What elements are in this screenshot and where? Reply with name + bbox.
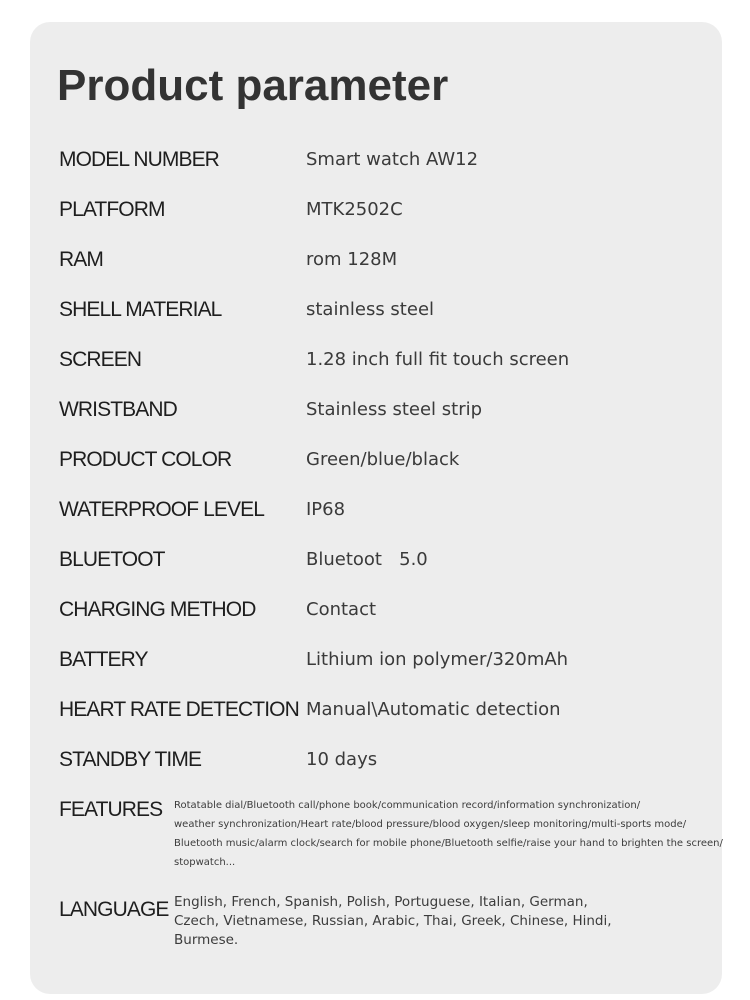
param-row-shell-material (59, 295, 709, 325)
features-line: Rotatable dial/Bluetooth call/phone book/communication record/information synchronization/ (174, 800, 641, 811)
param-label: CHARGING METHOD (59, 598, 256, 621)
param-row-standby-time (59, 745, 709, 775)
param-row-product-color (59, 445, 709, 475)
param-value: Lithium ion polymer/320mAh (306, 649, 569, 670)
param-value: Green/blue/black (306, 449, 460, 470)
param-row-battery (59, 645, 709, 675)
param-label: BLUETOOT (59, 548, 165, 571)
param-row-ram (59, 245, 709, 275)
param-row-screen (59, 345, 709, 375)
param-label: WATERPROOF LEVEL (59, 498, 264, 521)
language-list (174, 893, 704, 950)
param-label: BATTERY (59, 648, 148, 671)
param-value: Bluetoot 5.0 (306, 549, 428, 570)
param-row-charging-method (59, 595, 709, 625)
language-line: Burmese. (174, 932, 239, 948)
param-row-heart-rate-detection (59, 695, 709, 725)
param-value: MTK2502C (306, 199, 403, 220)
param-label: PRODUCT COLOR (59, 448, 232, 471)
param-value: 10 days (306, 749, 378, 770)
param-row-model-number (59, 145, 709, 175)
param-value: IP68 (306, 499, 346, 520)
param-label: MODEL NUMBER (59, 148, 219, 171)
param-value: Stainless steel strip (306, 399, 483, 420)
param-value: rom 128M (306, 249, 398, 270)
param-value: Smart watch AW12 (306, 149, 479, 170)
param-value: Contact (306, 599, 377, 620)
features-label: FEATURES (59, 798, 163, 821)
param-label: PLATFORM (59, 198, 165, 221)
param-row-platform (59, 195, 709, 225)
page-title: Product parameter (57, 61, 449, 110)
param-row-bluetooth (59, 545, 709, 575)
param-label: STANDBY TIME (59, 748, 202, 771)
param-row-waterproof-level (59, 495, 709, 525)
param-value: 1.28 inch full fit touch screen (306, 349, 570, 370)
param-label: SCREEN (59, 348, 142, 371)
param-label: RAM (59, 248, 103, 271)
param-value: stainless steel (306, 299, 435, 320)
features-line: Bluetooth music/alarm clock/search for mobile phone/Bluetooth selfie/raise your hand to brighten the screen/ (174, 838, 723, 849)
param-value: Manual\Automatic detection (306, 699, 561, 720)
language-line: English, French, Spanish, Polish, Portuguese, Italian, German, (174, 894, 588, 910)
param-label: WRISTBAND (59, 398, 177, 421)
param-label: SHELL MATERIAL (59, 298, 222, 321)
language-line: Czech, Vietnamese, Russian, Arabic, Thai, Greek, Chinese, Hindi, (174, 913, 612, 929)
features-line: stopwatch... (174, 857, 236, 868)
language-label: LANGUAGE (59, 898, 169, 921)
param-label: HEART RATE DETECTION (59, 698, 299, 721)
features-description (174, 796, 723, 872)
features-line: weather synchronization/Heart rate/blood pressure/blood oxygen/sleep monitoring/multi-sports mode/ (174, 819, 687, 830)
param-row-wristband (59, 395, 709, 425)
